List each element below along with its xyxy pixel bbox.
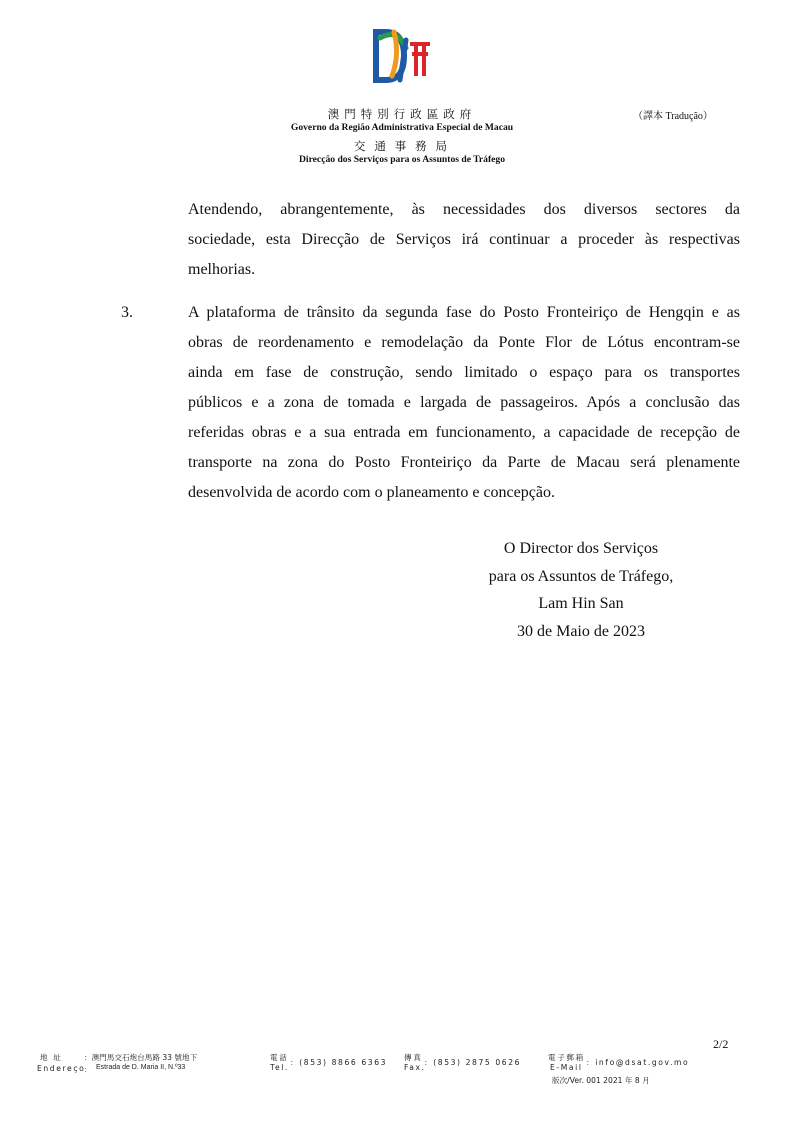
item-3-paragraph: [188, 298, 740, 508]
paragraph-line: públicos e a zona de tomada e largada de passageiros. Após a conclusão das: [188, 394, 740, 411]
paragraph-line: Atendendo, abrangentemente, às necessidades dos diversos sectores da: [188, 201, 740, 218]
email-label-en: E-Mail: [550, 1063, 583, 1072]
logo-red-right-post: [422, 46, 426, 76]
signature-name: Lam Hin San: [538, 595, 624, 612]
signature-block: [452, 535, 710, 645]
logo-red-left-post: [414, 46, 418, 76]
address-label-zh: 地 址: [40, 1053, 63, 1062]
paragraph-continuation: [188, 195, 740, 285]
signature-title-line-1: O Director dos Serviços: [503, 540, 659, 557]
email-address[interactable]: ：info@dsat.gov.mo: [586, 1058, 690, 1067]
dept-name-pt: Direcção dos Serviços para os Assuntos de Tráfego: [299, 154, 505, 165]
dept-name-zh: 交 通 事 務 局: [354, 141, 450, 153]
translation-tag: （譯本 Tradução）: [633, 111, 713, 122]
org-name-pt: Governo da Região Administrativa Especial de Macau: [290, 122, 514, 133]
address-label-pt: Endereço: [37, 1064, 86, 1073]
tel-label-en: Tel.: [270, 1063, 289, 1072]
signature-title-line-2: para os Assuntos de Tráfego,: [488, 567, 674, 585]
address-pt-colon: ：: [84, 1065, 92, 1074]
logo-orange-stroke: [392, 32, 397, 76]
fax-label-zh: 傳真: [404, 1053, 423, 1062]
item-number: 3.: [121, 304, 133, 321]
paragraph-line: transporte na zona do Posto Fronteiriço da Parte de Macau será plenamente: [188, 454, 740, 471]
paragraph-line: sociedade, esta Direcção de Serviços irá continuar a proceder às respectivas: [188, 231, 740, 248]
address-pt: Estrada de D. Maria II, N.º33: [96, 1064, 186, 1071]
org-name-zh: 澳門特別行政區政府: [327, 109, 477, 121]
page-number: 2/2: [713, 1037, 729, 1051]
logo-red-top: [410, 42, 430, 46]
paragraph-line: referidas obras e a sua entrada em funcionamento, a capacidade de recepção de: [188, 424, 740, 441]
paragraph-line: ainda em fase de construção, sendo limitado o espaço para os transportes: [188, 364, 740, 381]
fax-label-en: Fax.: [404, 1063, 426, 1072]
paragraph-line: melhorias.: [188, 261, 256, 278]
tel-label-zh: 電話: [270, 1053, 289, 1062]
version-info: 版次/Ver. 001 2021 年 8 月: [552, 1076, 650, 1085]
signature-date: 30 de Maio de 2023: [517, 622, 645, 640]
address-zh: ：澳門馬交石炮台馬路 33 號地下: [84, 1053, 198, 1062]
email-label-zh: 電子郵箱: [548, 1053, 585, 1062]
paragraph-line: obras de reordenamento e remodelação da Ponte Flor de Lótus encontram-se: [188, 334, 740, 351]
fax-number: ：(853) 2875 0626: [424, 1058, 522, 1067]
dsat-logo-icon: [370, 26, 434, 88]
paragraph-line: A plataforma de trânsito da segunda fase do Posto Fronteiriço de Hengqin e as: [188, 304, 740, 321]
paragraph-line: desenvolvida de acordo com o planeamento e concepção.: [188, 484, 555, 501]
tel-number: ：(853) 8866 6363: [290, 1058, 388, 1067]
